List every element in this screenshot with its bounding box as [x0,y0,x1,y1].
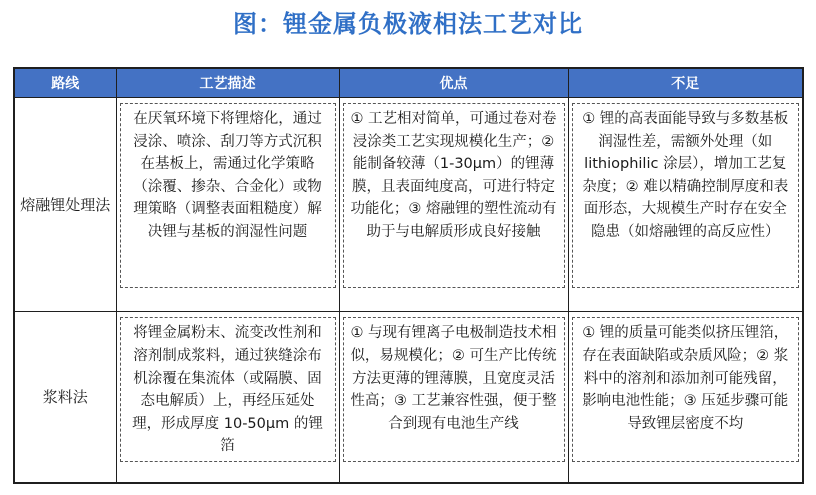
header-advantages: 优点 [339,68,568,98]
advantages-text: ① 工艺相对简单，可通过卷对卷浸涂类工艺实现规模化生产；② 能制备较薄（1-30μm）的锂薄膜，且表面纯度高，可进行特定功能化；③ 熔融锂的塑性流动有助于与电解质形成良好接触 [343,103,565,288]
description-text: 将锂金属粉末、流变改性剂和溶剂制成浆料，通过狭缝涂布机涂覆在集流体（或隔膜、固态电解质）上，再经压延处理，形成厚度 10-50μm 的锂箔 [120,317,336,462]
disadvantages-cell [568,98,803,312]
table-row [14,312,803,483]
advantages-cell [339,312,568,483]
disadvantages-cell [568,312,803,483]
description-cell [116,312,339,483]
header-route: 路线 [14,68,116,98]
disadvantages-text: ① 锂的高表面能导致与多数基板润湿性差，需额外处理（如 lithiophilic 涂层），增加工艺复杂度；② 难以精确控制厚度和表面形态，大规模生产时存在安全隐患（如熔融锂的高反应性） [572,103,800,288]
header-disadvantages: 不足 [568,68,803,98]
header-description: 工艺描述 [116,68,339,98]
table-header-row [14,68,803,98]
advantages-text: ① 与现有锂离子电极制造技术相似，易规模化；② 可生产比传统方法更薄的锂薄膜，且宽度灵活性高；③ 工艺兼容性强，便于整合到现有电池生产线 [343,317,565,462]
advantages-cell [339,98,568,312]
description-cell [116,98,339,312]
route-cell: 浆料法 [14,312,116,483]
comparison-table [13,67,804,484]
route-cell: 熔融锂处理法 [14,98,116,312]
table-row [14,98,803,312]
page-title: 图：锂金属负极液相法工艺对比 [233,10,583,38]
description-text: 在厌氧环境下将锂熔化，通过浸涂、喷涂、刮刀等方式沉积在基板上，需通过化学策略（涂覆、掺杂、合金化）或物理策略（调整表面粗糙度）解决锂与基板的润湿性问题 [120,103,336,288]
disadvantages-text: ① 锂的质量可能类似挤压锂箔，存在表面缺陷或杂质风险；② 浆料中的溶剂和添加剂可能残留，影响电池性能；③ 压延步骤可能导致锂层密度不均 [572,317,800,462]
